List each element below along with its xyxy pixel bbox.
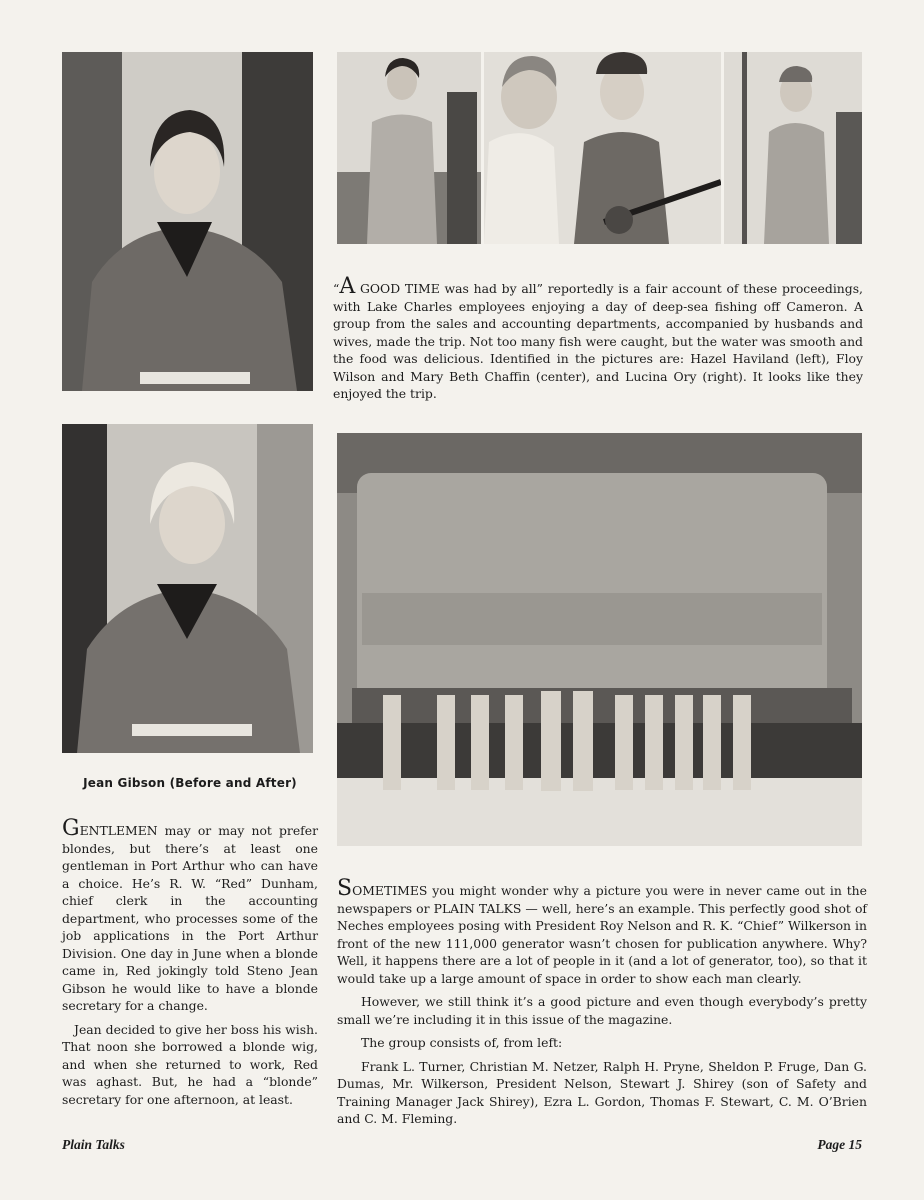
photo-generator-group: [337, 433, 862, 846]
photo-fishing-left: [337, 52, 481, 244]
generator-story-p1: OMETIMES you might wonder why a picture you were in never came out in the newspapers or PLAIN TALKS — well, here’s an example. This perfectly good shot of Neches employees posing with President Roy Nelson and R. K. “Chief” Wilkerson in front of the new 111,000 generator wasn’t chosen for publication anywhere. Why? Well, it happens there are a lot of people in it (and a lot of generator, too), so that it would take up a large amount of space in order to show each man clearly.: [337, 883, 867, 986]
dropcap-a: A: [339, 274, 356, 299]
gibson-story-p2: Jean decided to give her boss his wish. That noon she borrowed a blonde wig, and when she returned to work, Red was aghast. But, he had a “blonde” secretary for one afternoon, at least.: [62, 1021, 318, 1107]
photo-fishing-center: [484, 52, 721, 244]
dropcap-s: S: [337, 876, 353, 901]
footer-page-number: Page 15: [817, 1137, 862, 1152]
generator-story-p3: The group consists of, from left:: [361, 1035, 563, 1050]
dropcap-open-quote: “: [333, 281, 340, 296]
dropcap-g: G: [62, 816, 80, 841]
generator-story-p4: Frank L. Turner, Christian M. Netzer, Ralph H. Pryne, Sheldon P. Fruge, Dan G. Dumas, Mr. Wilkerson, President Nelson, Stewart J. Shirey (son of Safety and Training Manager Jack Shirey), Ezra L. Gordon, Thomas F. Stewart, C. M. O’Brien and C. M. Fleming.: [337, 1058, 867, 1126]
photo-jean-gibson-after: [62, 424, 313, 753]
gibson-caption: Jean Gibson (Before and After): [83, 776, 297, 790]
photo-jean-gibson-before: [62, 52, 313, 391]
gibson-story-p1: ENTLEMEN may or may not prefer blondes, but there’s at least one gentleman in Port Arthur who can have a choice. He’s R. W. “Red” Dunham, chief clerk in the accounting department, who processes some of the job applications in the Port Arthur Division. One day in June when a blonde came in, Red jokingly told Steno Jean Gibson he would like to have a blonde secretary for a change.: [62, 823, 318, 1013]
generator-story-p2: However, we still think it’s a good picture and even though everybody’s pretty small we’re including it in this issue of the magazine.: [337, 994, 867, 1027]
photo-fishing-right: [724, 52, 862, 244]
footer-magazine-name: Plain Talks: [62, 1137, 125, 1152]
gibson-story-text: [62, 816, 318, 1114]
generator-story-text: [337, 876, 867, 1134]
fishing-story-body: GOOD TIME was had by all” reportedly is a fair account of these proceedings, with Lake Charles employees enjoying a day of deep-sea fishing off Cameron. A group from the sales and accounting departments, accompanied by husbands and wives, made the trip. Not too many fish were caught, but the water was smooth and the food was delicious. Identified in the pictures are: Hazel Haviland (left), Floy Wilson and Mary Beth Chaffin (center), and Lucina Ory (right). It looks like they enjoyed the trip.: [333, 281, 863, 401]
fishing-story-text: [333, 274, 863, 409]
